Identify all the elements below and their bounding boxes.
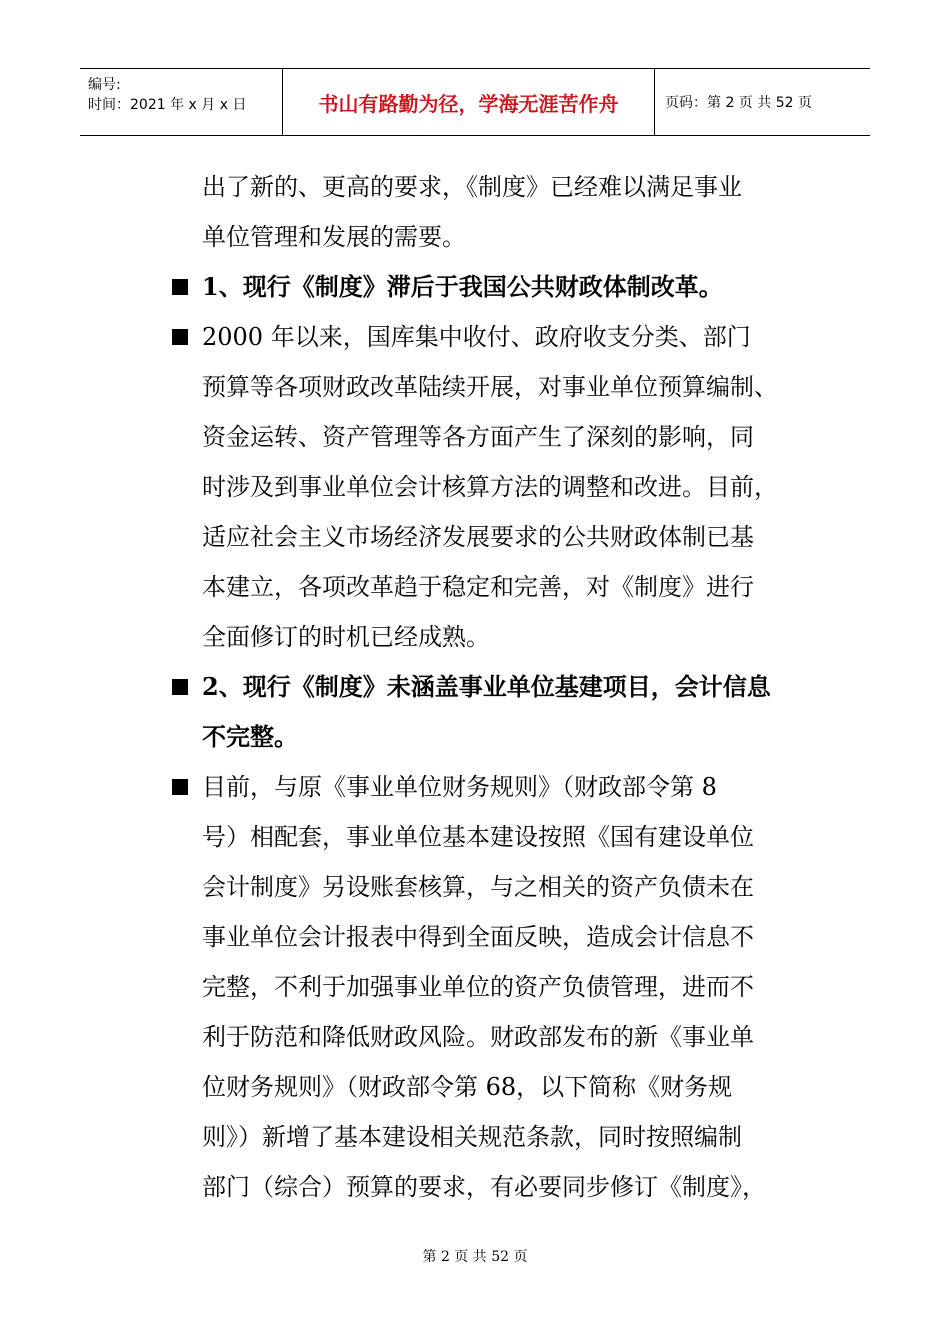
- text-line: [170, 462, 830, 512]
- text-line-content: 本建立，各项改革趋于稳定和完善，对《制度》进行: [202, 573, 754, 601]
- document-number-label: 编号:: [88, 77, 121, 93]
- text-line: [170, 612, 830, 662]
- text-line: [170, 362, 830, 412]
- text-line: [170, 1162, 830, 1212]
- text-line-content: 出了新的、更高的要求，《制度》已经难以满足事业: [202, 173, 742, 201]
- text-line-content: 资金运转、资产管理等各方面产生了深刻的影响，同: [202, 423, 754, 451]
- text-line: [170, 862, 830, 912]
- text-line: [170, 312, 830, 362]
- text-line: [170, 962, 830, 1012]
- text-line-content: 部门（综合）预算的要求，有必要同步修订《制度》，: [202, 1173, 766, 1201]
- square-bullet-icon: [172, 679, 188, 695]
- text-line: [170, 212, 830, 262]
- square-bullet-icon: [172, 329, 188, 345]
- text-line: [170, 1112, 830, 1162]
- text-line: [170, 712, 830, 762]
- text-line-content: 目前，与原《事业单位财务规则》（财政部令第 8: [202, 773, 717, 801]
- text-line-content: 位财务规则》（财政部令第 68，以下简称《财务规: [202, 1073, 733, 1101]
- text-line-content: 会计制度》另设账套核算，与之相关的资产负债未在: [202, 873, 754, 901]
- text-line-content: 事业单位会计报表中得到全面反映，造成会计信息不: [202, 923, 754, 951]
- header-meta: [80, 69, 282, 135]
- text-line: [170, 762, 830, 812]
- page-header: [80, 68, 870, 136]
- header-page-info: 页码：第 2 页 共 52 页: [665, 95, 812, 111]
- text-line-content: 完整，不利于加强事业单位的资产负债管理，进而不: [202, 973, 754, 1001]
- text-line-content: 时涉及到事业单位会计核算方法的调整和改进。目前，: [202, 473, 778, 501]
- text-line-content: 1、现行《制度》滞后于我国公共财政体制改革。: [202, 272, 723, 301]
- text-line-content: 预算等各项财政改革陆续开展，对事业单位预算编制、: [202, 373, 778, 401]
- text-line-content: 2000 年以来，国库集中收付、政府收支分类、部门: [202, 323, 751, 351]
- text-line: [170, 162, 830, 212]
- header-motto: 书山有路勤为径，学海无涯苦作舟: [282, 69, 655, 135]
- text-line-content: 利于防范和降低财政风险。财政部发布的新《事业单: [202, 1023, 754, 1051]
- page-footer: 第 2 页 共 52 页: [422, 1249, 528, 1265]
- text-line-content: 则》）新增了基本建设相关规范条款，同时按照编制: [202, 1123, 742, 1151]
- text-line: [170, 512, 830, 562]
- text-line: [170, 1062, 830, 1112]
- text-line-content: 全面修订的时机已经成熟。: [202, 623, 490, 651]
- document-body: [170, 162, 830, 1212]
- document-time-label: 时间：2021 年 x 月 x 日: [88, 97, 247, 113]
- text-line: [170, 562, 830, 612]
- square-bullet-icon: [172, 779, 188, 795]
- text-line-content: 2、现行《制度》未涵盖事业单位基建项目，会计信息: [202, 672, 771, 701]
- text-line: [170, 912, 830, 962]
- text-line-content: 不完整。: [202, 722, 298, 751]
- text-line: [170, 1012, 830, 1062]
- text-line-content: 单位管理和发展的需要。: [202, 223, 466, 251]
- text-line: [170, 812, 830, 862]
- text-line-content: 号）相配套，事业单位基本建设按照《国有建设单位: [202, 823, 754, 851]
- text-line: [170, 662, 830, 712]
- text-line: [170, 262, 830, 312]
- text-line: [170, 412, 830, 462]
- text-line-content: 适应社会主义市场经济发展要求的公共财政体制已基: [202, 523, 754, 551]
- square-bullet-icon: [172, 279, 188, 295]
